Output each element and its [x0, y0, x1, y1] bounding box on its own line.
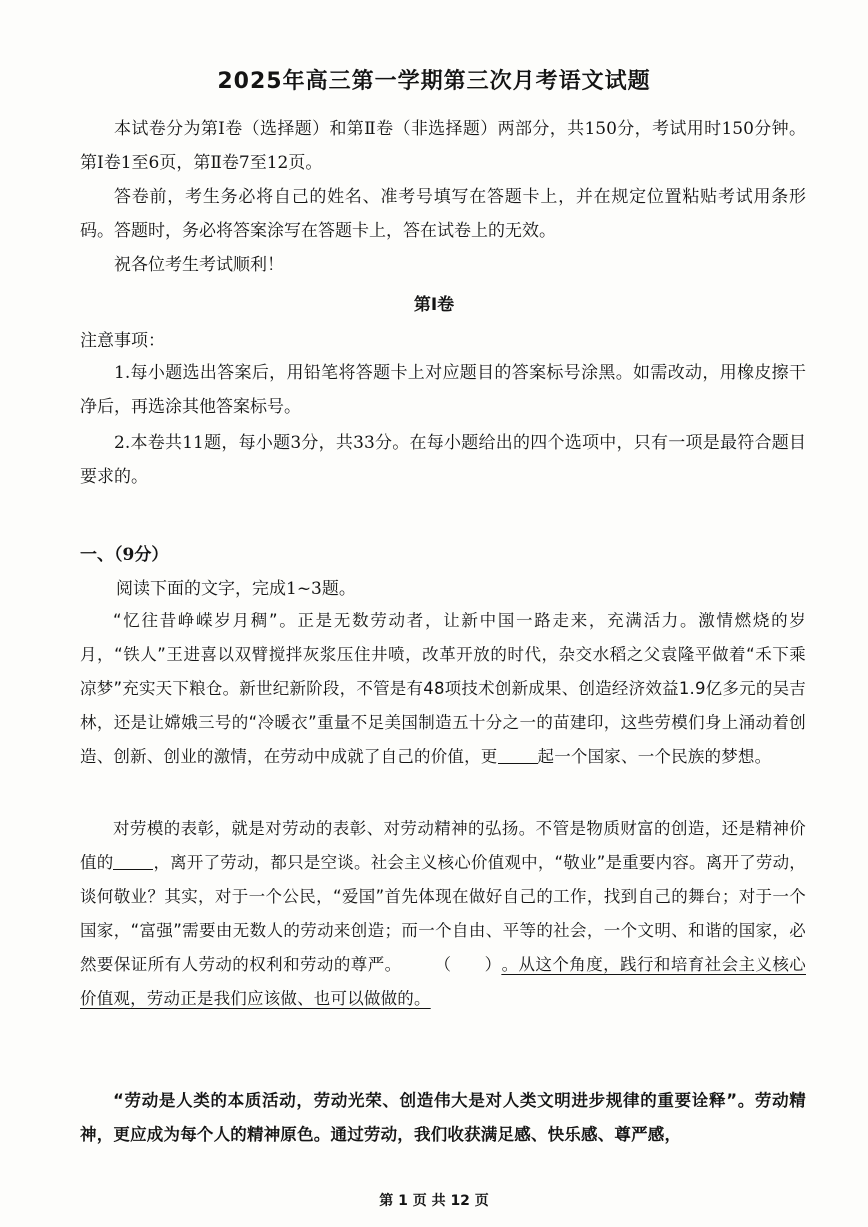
passage-paragraph-3: “劳动是人类的本质活动，劳动光荣、创造伟大是对人类文明进步规律的重要诠释”。劳动精神，更应成为每个人的精神原色。通过劳动，我们收获满足感、快乐感、尊严感，	[80, 1091, 806, 1144]
passage-p2-text-b: ，离开了劳动，都只是空谈。社会主义核心价值观中，“敬业”是重要内容。离开了劳动，谈何敬业？其实，对于一个公民，“爱国”首先体现在做好自己的工作，找到自己的舞台；对于一个国家，“富强”需要由无数人的劳动来创造；而一个自由、平等的社会，一个文明、和谐的国家，必然要保证所有人劳动的权利和劳动的尊严。	[80, 853, 806, 974]
passage-p1-text-b: 起一个国家、一个民族的梦想。	[537, 747, 772, 766]
intro-paragraph-3: 祝各位考生考试顺利！	[114, 255, 284, 275]
passage-p1-text-a: “忆往昔峥嵘岁月稠”。正是无数劳动者，让新中国一路走来，充满活力。激情燃烧的岁月，“铁人”王进喜以双臂搅拌灰浆压住井喷，改革开放的时代，杂交水稻之父袁隆平做着“禾下乘凉梦”充实天下粮仓。新世纪新阶段，不管是有48项技术创新成果、创造经济效益1.9亿多元的吴吉林，还是让嫦娥三号的“冷暖衣”重量不足美国制造五十分之一的苗建印，这些劳模们身上涌动着创造、创新、创业的激情，在劳动中成就了自己的价值，更	[80, 611, 806, 766]
passage-p2-text-a: 对劳模的表彰，就是对劳动的表彰、对劳动精神的弘扬。不管是物质财富的创造，还是精神价值的	[80, 819, 806, 872]
fill-blank-2	[113, 853, 153, 871]
page-footer: 第 1 页 共 12 页	[379, 1193, 489, 1209]
fill-blank-1	[498, 747, 538, 765]
underlined-sentence: 。从这个角度，践行和培育社会主义核心价值观，劳动正是我们应该做、也可以做做的。	[80, 955, 806, 1008]
notes-item-1: 1.每小题选出答案后，用铅笔将答题卡上对应题目的答案标号涂黑。如需改动，用橡皮擦干净后，再选涂其他答案标号。	[80, 363, 806, 417]
section-heading: 一、（9分）	[80, 545, 169, 565]
section-instruction: 阅读下面的文字，完成1~3题。	[116, 579, 356, 599]
passage-paragraph-2	[80, 812, 806, 1016]
passage-paragraph-1	[80, 604, 806, 774]
notes-heading: 注意事项：	[80, 331, 165, 351]
intro-paragraph-2: 答卷前，考生务必将自己的姓名、准考号填写在答题卡上，并在规定位置粘贴考试用条形码。答题时，务必将答案涂写在答题卡上，答在试卷上的无效。	[80, 187, 806, 241]
answer-parenthesis: （ ）	[434, 955, 502, 974]
part1-heading: 第Ⅰ卷	[413, 295, 455, 315]
intro-paragraph-1: 本试卷分为第Ⅰ卷（选择题）和第Ⅱ卷（非选择题）两部分，共150分，考试用时150分钟。第Ⅰ卷1至6页，第Ⅱ卷7至12页。	[80, 119, 806, 173]
exam-title: 2025年高三第一学期第三次月考语文试题	[217, 69, 651, 94]
notes-item-2: 2.本卷共11题，每小题3分，共33分。在每小题给出的四个选项中，只有一项是最符合题目要求的。	[80, 433, 806, 487]
